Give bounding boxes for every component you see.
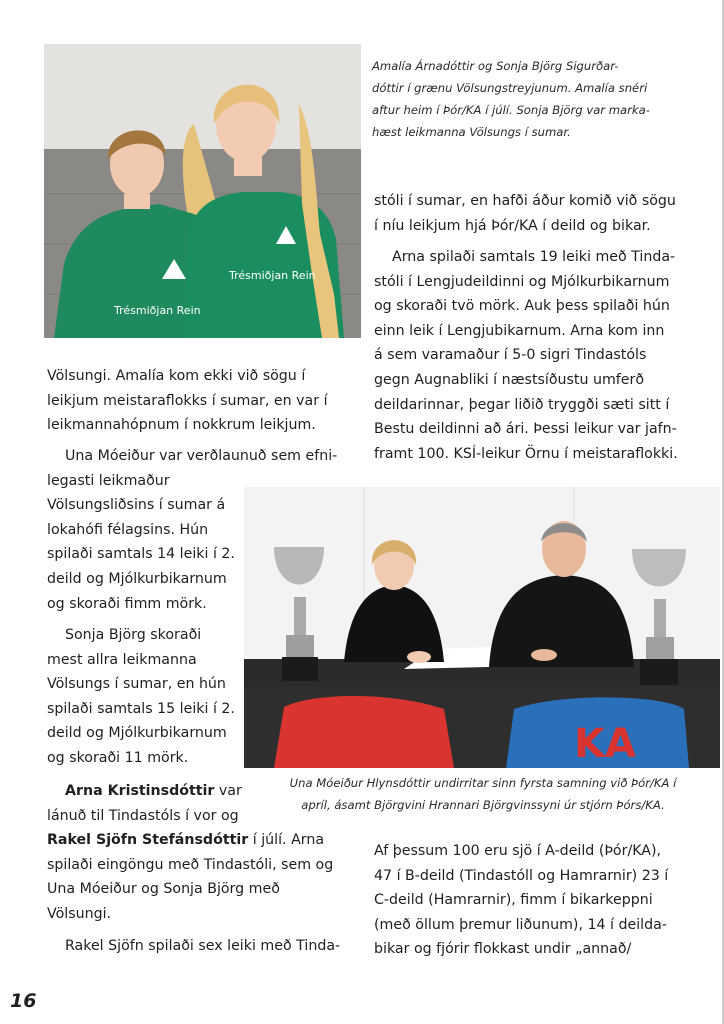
caption-bottom-photo: Una Móeiður Hlynsdóttir undirritar sinn fyrsta samning við Þór/KA í apríl, ásamt Björgvini Hrannari Björgvinssyni úr stjórn Þórs/KA. — [289, 776, 677, 812]
jersey-sponsor-text-right: Trésmiðjan Rein — [229, 269, 316, 282]
left-column-paragraph-4: Arna Kristinsdóttir var lánuð til Tindastóls í vor og Rakel Sjöfn Stefánsdóttir í júlí. Arna spilaði eingöngu með Tindastóli, sem og Una Móeiður og Sonja Björg með Völsungi. — [47, 783, 334, 922]
left-column-paragraph-2: Una Móeiður var verðlaunuð sem efni- legasti leikmaður Völsungsliðsins í sumar á lokahófi félagsins. Hún spilaði samtals 14 leiki í 2. deild og Mjólkurbikarnum og skoraði fimm mörk. — [47, 448, 338, 612]
photo-players-green-jerseys — [44, 44, 361, 338]
left-column-paragraph-3: Sonja Björg skoraði mest allra leikmanna Völsungs í sumar, en hún spilaði samtals 15 leiki í 2. deild og Mjólkurbikarnum og skoraði 11 mörk. — [47, 627, 235, 766]
right-column-paragraph-1: stóli í sumar, en hafði áður komið við sögu í níu leikjum hjá Þór/KA í deild og bikar. — [374, 193, 676, 234]
right-column-paragraph-3: Af þessum 100 eru sjö í A-deild (Þór/KA), 47 í B-deild (Tindastóll og Hamrarnir) 23 í C-deild (Hamrarnir), fimm í bikarkeppni (með öllum þremur liðunum), 14 í deilda- bikar og fjórir flokkast undir „annað/ — [374, 843, 669, 958]
left-column-paragraph-1: Völsungi. Amalía kom ekki við sögu í leikjum meistaraflokks í sumar, en var í leikmannahópnum í nokkrum leikjum. — [47, 368, 328, 434]
caption-top-photo: Amalía Árnadóttir og Sonja Björg Sigurðar- dóttir í grænu Völsungstreyjunum. Amalía snéri aftur heim í Þór/KA í júlí. Sonja Björg var marka- hæst leikmanna Völsungs í sumar. — [372, 59, 650, 139]
left-column-paragraph-5: Rakel Sjöfn spilaði sex leiki með Tinda- — [65, 938, 341, 954]
photo-contract-signing — [244, 487, 720, 768]
player-name-rakel: Rakel Sjöfn Stefánsdóttir — [47, 832, 249, 849]
right-column-paragraph-2: Arna spilaði samtals 19 leiki með Tinda- stóli í Lengjudeildinni og Mjólkurbikarnum og skoraði tvö mörk. Auk þess spilaði hún einn leik í Lengjubikarnum. Arna kom inn á sem varamaður í 5-0 sigri Tindastóls gegn Augnabliki í næstsíðustu umferð deildarinnar, þegar liðið tryggði sæti sitt í Bestu deildinni að ári. Þessi leikur var jafn- framt 100. KSÍ-leikur Örnu í meistaraflokki. — [374, 249, 678, 462]
player-name-arna: Arna Kristinsdóttir — [65, 783, 215, 799]
page-number: 16 — [10, 990, 37, 1012]
jersey-sponsor-text-left: Trésmiðjan Rein — [114, 304, 201, 317]
ka-banner-text: KA — [574, 721, 636, 767]
